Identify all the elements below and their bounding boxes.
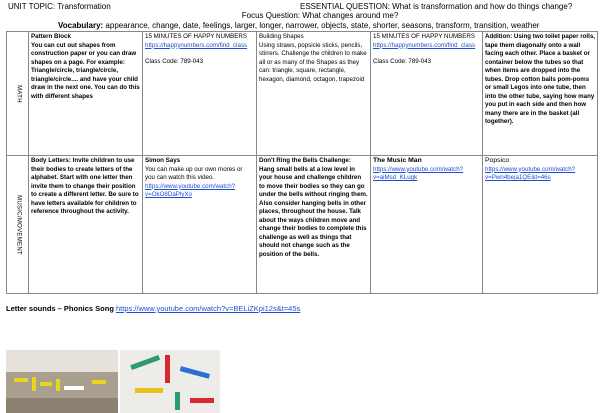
row-label-math: MATH (7, 32, 29, 156)
row-label-music: MUSIC/MOVEMENT (7, 156, 29, 294)
popsico-link[interactable]: https://www.youtube.com/watch?v=Pwn4beja1QE&t=46s (485, 165, 576, 181)
happy-numbers-link[interactable]: https://happynumbers.com/find_class (373, 41, 476, 49)
cell-music-man: The Music Man https://www.youtube.com/watch?v=aiMsd_KLugk (371, 156, 483, 294)
activity-table (6, 31, 598, 294)
letter-sounds-line (6, 304, 300, 313)
cell-happy-numbers-1: 15 MINUTES OF HAPPY NUMBERS https://happynumbers.com/find_class Class Code: 789-043 (143, 32, 257, 156)
cell-pattern-block: Pattern Block You can cut out shapes from construction paper or you can draw shapes on a page. For example: Triangle/circle, triangle/circle, triangle/circle.... and have your child draw in the next one. You can do this with different shapes (29, 32, 143, 156)
cell-bells-challenge: Don't Ring the Bells Challenge: Hang small bells at a low level in your house and challenge children to move their bodies so they can go under the bells without ringing them. Also consider hanging bells in other places, throughout the house. Talk about the ways children move and change their bodies to complete this challenge as well as things that should not change such as the position of the bells. (257, 156, 371, 294)
happy-numbers-link[interactable]: https://happynumbers.com/find_class (145, 41, 248, 49)
vocabulary-words: appearance, change, date, feelings, larger, longer, narrower, objects, state, shorter, seasons, transform, transition, weather (103, 21, 540, 30)
photo-tape-letters (120, 350, 220, 413)
letter-sounds-label: Letter sounds – Phonics Song (6, 304, 117, 313)
cell-body-letters: Body Letters: Invite children to use their bodies to create letters of the alphabet. Start with one letter then invite them to change their position to create a different letter. Be sure to have letters available for children to reference throughout the activity. (29, 156, 143, 294)
cell-simon-says: Simon Says You can make up our own mores or you can watch this video. https://www.youtube.com/watch?v=OkO8DaPlyXo (143, 156, 257, 294)
vocabulary-label: Vocabulary: (58, 21, 104, 30)
cell-building-shapes: Building Shapes Using straws, popsicle sticks, pencils, stirrers. Challenge the children to make all or as many of the Shapes as they can: triangle, square, rectangle, hexagon, diamond, octagon, trapezoid (257, 32, 371, 156)
phonics-song-link[interactable]: https://www.youtube.com/watch?v=BELiZKpi12s&t=45s (116, 304, 301, 313)
cell-popsico: Popsico https://www.youtube.com/watch?v=Pwn4beja1QE&t=46s (483, 156, 598, 294)
cell-happy-numbers-2: 15 MINUTES OF HAPPY NUMBERS https://happynumbers.com/find_class Class Code: 789-043 (371, 32, 483, 156)
table-row-math (7, 32, 598, 156)
simon-says-link[interactable]: https://www.youtube.com/watch?v=OkO8DaPlyXo (145, 182, 236, 198)
table-row-music (7, 156, 598, 294)
essential-question: ESSENTIAL QUESTION: What is transformation and how do things change? (300, 2, 573, 11)
vocabulary (58, 21, 600, 31)
music-man-link[interactable]: https://www.youtube.com/watch?v=aiMsd_KLugk (373, 165, 464, 181)
unit-topic: UNIT TOPIC: Transformation (8, 2, 111, 11)
focus-question: Focus Question: What changes around me? (241, 11, 399, 20)
cell-addition: Addition: Using two toilet paper rolls, tape them diagonally onto a wall facing each other. Place a basket or container below the tubes so that when items are dropped into the tubes. Drop cotton balls pom-poms or small Legos into one tube, then into the other tube, saying how many you put in each side and then how many there are in the basket (all together). (483, 32, 598, 156)
photo-floor-letters (6, 350, 118, 413)
